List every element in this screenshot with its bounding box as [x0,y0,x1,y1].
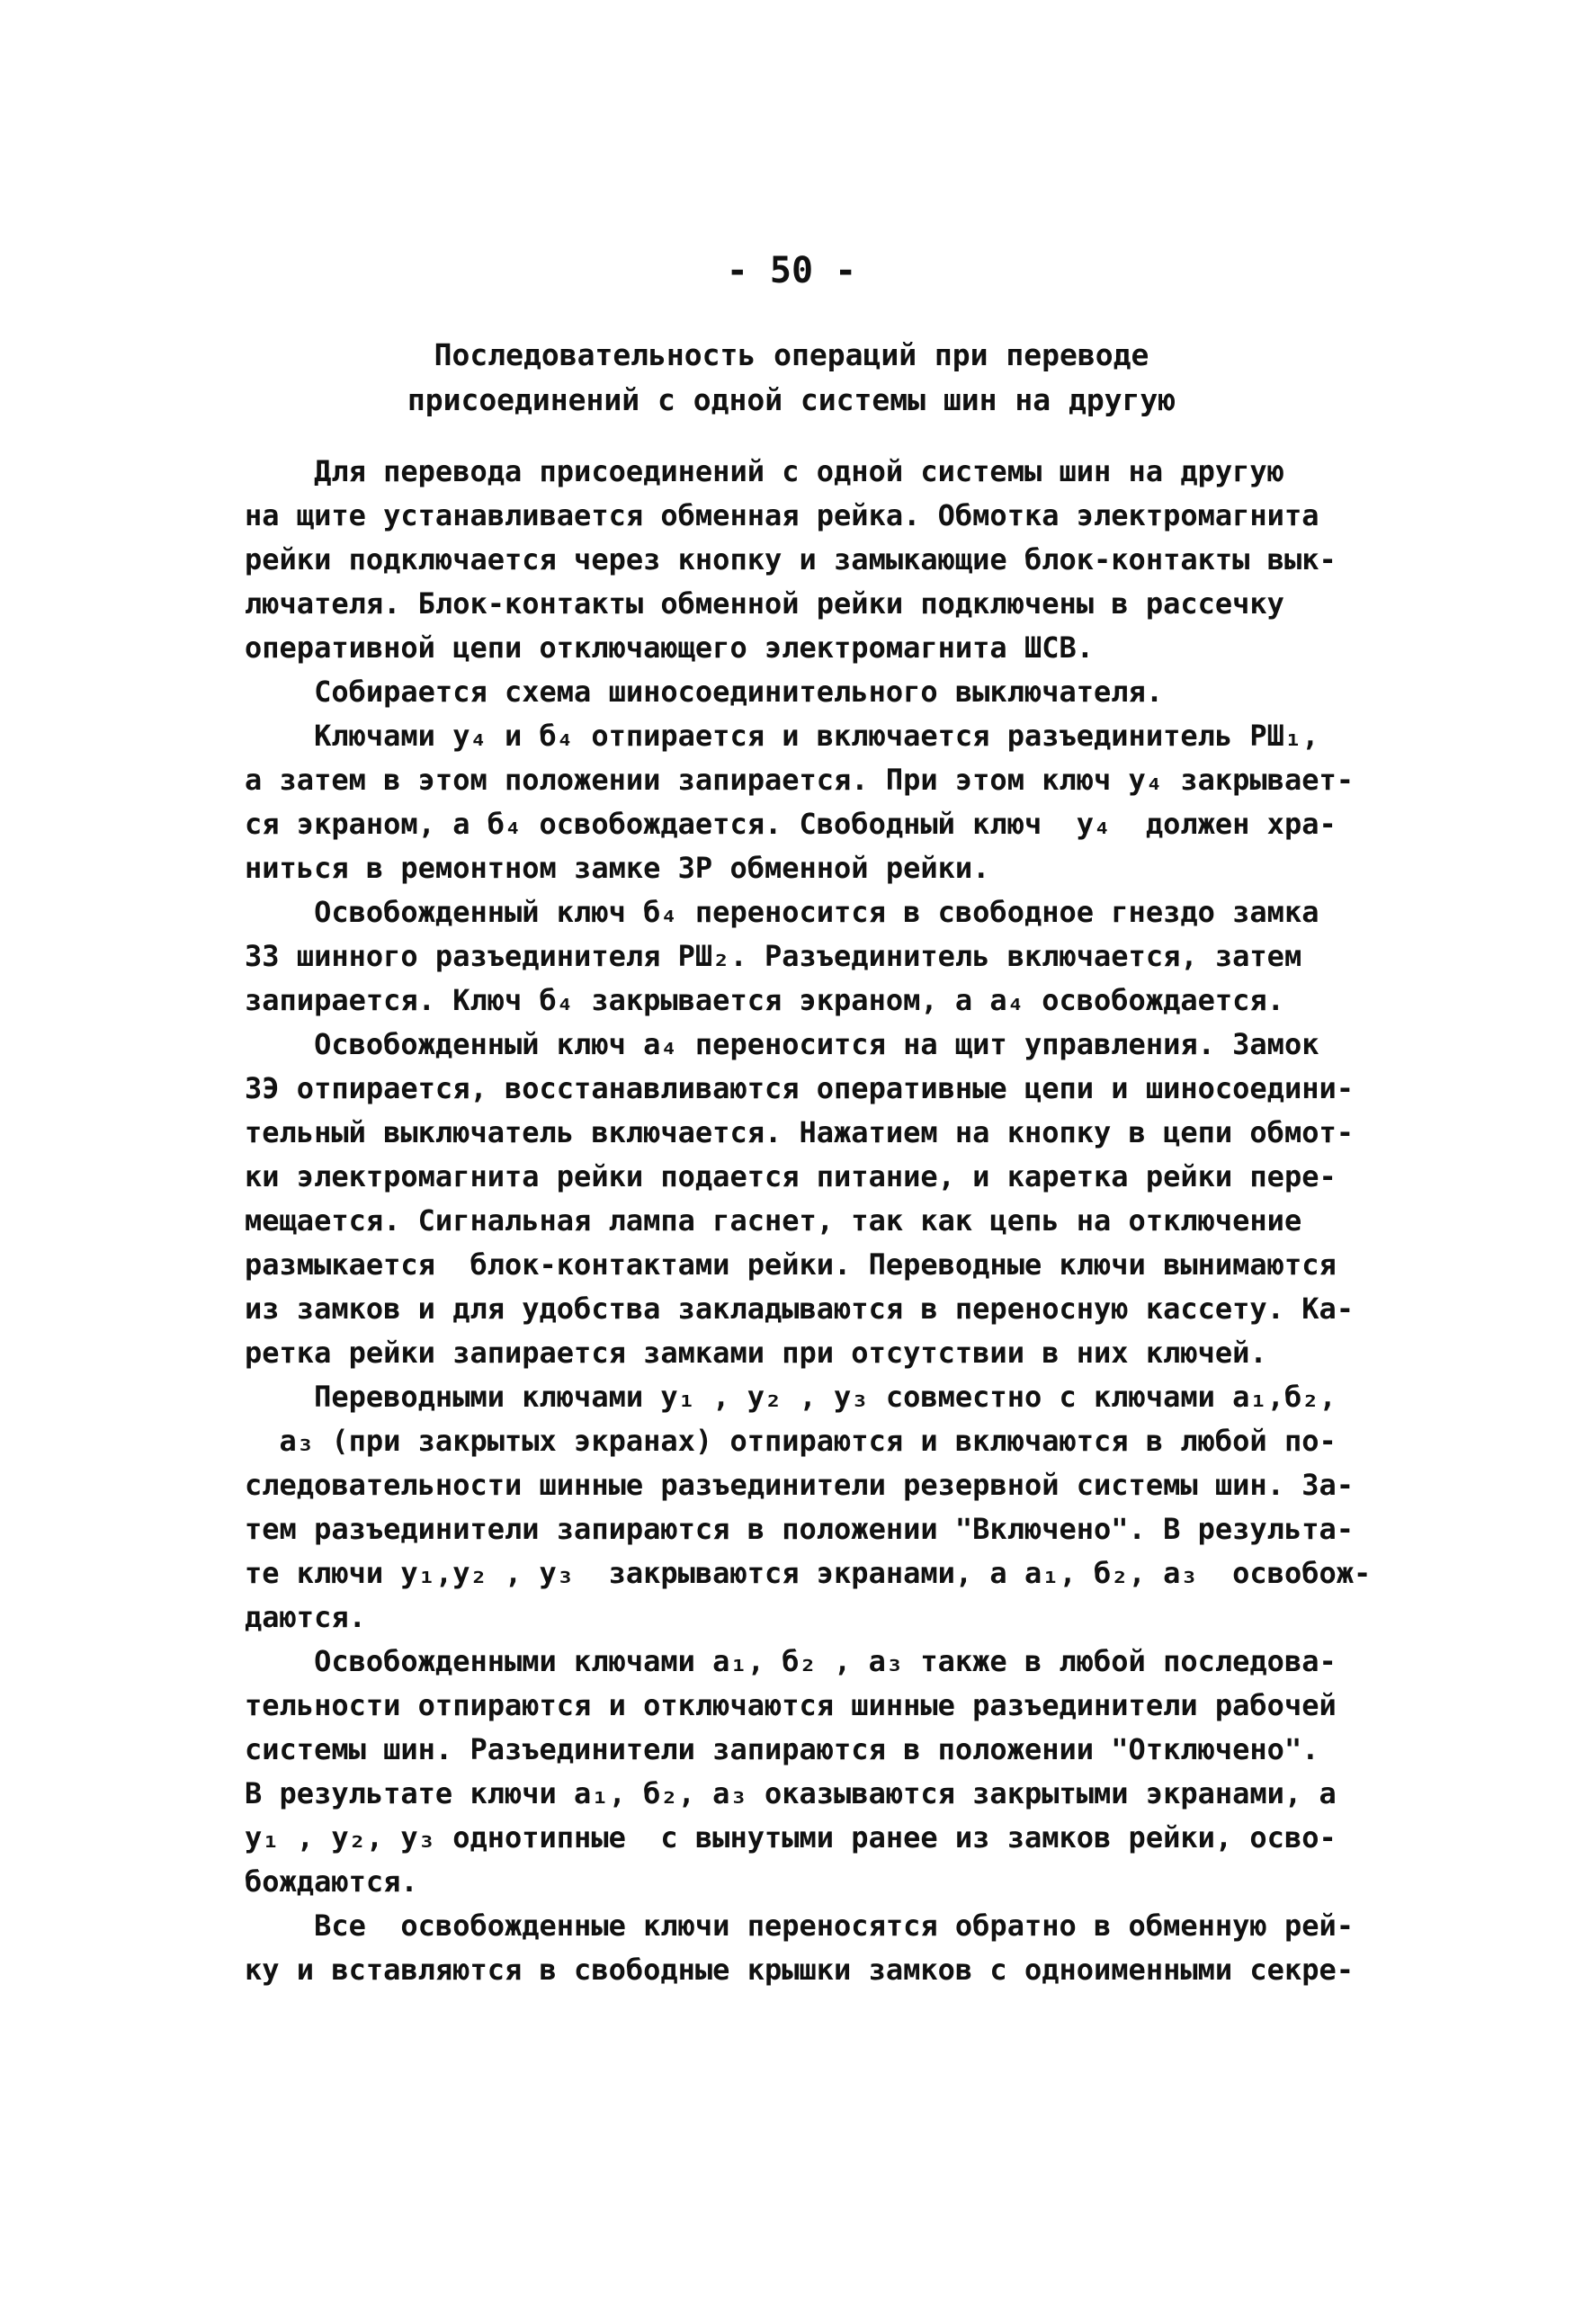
paragraph [245,714,1414,890]
paragraph-line: у₁ , у₂, у₃ однотипные с вынутыми ранее из замков рейки, осво- [245,1820,1337,1855]
paragraph-line: ниться в ремонтном замке ЗР обменной рейки. [245,851,990,885]
paragraph-line: Освобожденными ключами а₁, б₂ , а₃ также в любой последова- [245,1644,1337,1678]
paragraph-line: В результате ключи а₁, б₂, а₃ оказываются закрытыми экранами, а [245,1776,1337,1810]
paragraph-line: ки электромагнита рейки подается питание, и каретка рейки пере- [245,1159,1337,1193]
paragraph-line: ЗЭ отпирается, восстанавливаются оперативные цепи и шиносоедини- [245,1071,1354,1105]
paragraph-line: Переводными ключами у₁ , у₂ , у₃ совместно с ключами а₁,б₂, [245,1380,1337,1414]
paragraph [245,1904,1414,1992]
paragraph-line: ку и вставляются в свободные крышки замков с одноименными секре- [245,1953,1354,1987]
paragraph [245,890,1414,1023]
paragraph-line: на щите устанавливается обменная рейка. Обмотка электромагнита [245,498,1319,532]
paragraph-line: лючателя. Блок-контакты обменной рейки подключены в рассечку [245,586,1284,621]
paragraph-line: следовательности шинные разъединители резервной системы шин. За- [245,1468,1354,1502]
page-number: - 50 - [726,250,857,291]
paragraph-line: Для перевода присоединений с одной системы шин на другую [245,454,1284,488]
paragraph [245,670,1414,714]
paragraph [245,1375,1414,1640]
paragraph-line: Собирается схема шиносоединительного выключателя. [245,675,1164,709]
paragraph-line: бождаются. [245,1864,418,1899]
paragraph-line: а затем в этом положении запирается. При этом ключ у₄ закрывает- [245,763,1354,797]
paragraph-line: рейки подключается через кнопку и замыкающие блок-контакты вык- [245,542,1337,577]
title-line: Последовательность операций при переводе [434,337,1149,372]
paragraph-line: из замков и для удобства закладываются в переносную кассету. Ка- [245,1292,1354,1326]
paragraph-line: Ключами у₄ и б₄ отпирается и включается разъединитель РШ₁, [245,719,1319,753]
paragraph-line: Освобожденный ключ б₄ переносится в свободное гнездо замка [245,895,1319,929]
paragraph-line: системы шин. Разъединители запираются в положении "Отключено". [245,1732,1319,1766]
paragraph [245,1640,1414,1904]
paragraph-line: ЗЗ шинного разъединителя РШ₂. Разъединитель включается, затем [245,939,1302,973]
paragraph [245,1023,1414,1375]
body-text [245,450,1414,1992]
paragraph-line: размыкается блок-контактами рейки. Переводные ключи вынимаются [245,1247,1337,1282]
paragraph [245,450,1414,670]
paragraph-line: ся экраном, а б₄ освобождается. Свободный ключ у₄ должен хра- [245,807,1337,841]
paragraph-line: даются. [245,1600,366,1634]
paragraph-line: запирается. Ключ б₄ закрывается экраном, а а₄ освобождается. [245,983,1284,1017]
title-line: присоединений с одной системы шин на другую [407,382,1176,417]
paragraph-line: те ключи у₁,у₂ , у₃ закрываются экранами, а а₁, б₂, а₃ освобож- [245,1556,1372,1590]
paragraph-line: ретка рейки запирается замками при отсутствии в них ключей. [245,1336,1267,1370]
paragraph-line: а₃ (при закрытых экранах) отпираются и включаются в любой по- [245,1424,1337,1458]
paragraph-line: тем разъединители запираются в положении "Включено". В результа- [245,1512,1354,1546]
paragraph-line: мещается. Сигнальная лампа гаснет, так как цепь на отключение [245,1203,1302,1238]
paragraph-line: Все освобожденные ключи переносятся обратно в обменную рей- [245,1908,1354,1943]
paragraph-line: тельности отпираются и отключаются шинные разъединители рабочей [245,1688,1337,1722]
section-title [0,333,1583,423]
paragraph-line: Освобожденный ключ а₄ переносится на щит управления. Замок [245,1027,1319,1061]
paragraph-line: тельный выключатель включается. Нажатием на кнопку в цепи обмот- [245,1115,1354,1149]
paragraph-line: оперативной цепи отключающего электромагнита ШСВ. [245,630,1095,665]
